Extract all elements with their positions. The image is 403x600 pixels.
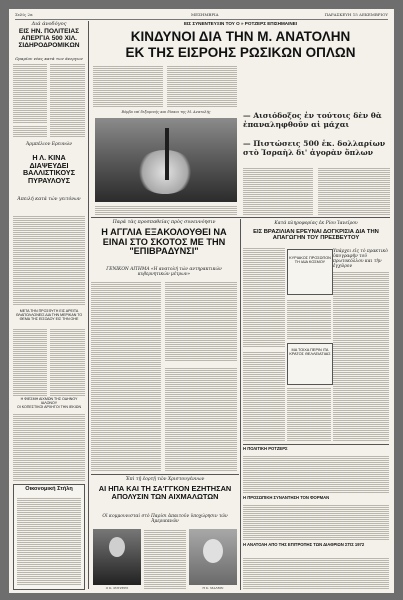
- photo-caption-a: Ο Κ. ΡΟΤΖΕΡΣ: [105, 586, 129, 590]
- banner-kicker: ΕΙΣ ΣΥΝΕΝΤΕΥΞΙΝ ΤΟΥ Ο » ΡΟΤΖΕΡΣ ΕΠΙΣΗΜΑΙΝΕΙ: [183, 21, 298, 26]
- right-mid-quote: Υπάρχει εἰς τὸ πρακτικὸ ὑπογραφὴν τοῦ πρωτοκόλλου και τὴν ἐγχῶρον: [333, 249, 388, 269]
- column-rule-3: [240, 474, 241, 590]
- issue-date: ΠΑΡΑΣΚΕΥΗ 15 ΔΕΚΕΜΒΡΙΟΥ: [324, 12, 388, 17]
- horizontal-rule-3: [91, 474, 239, 475]
- left-text-block-6: [50, 328, 85, 396]
- left-text-block-4: [13, 215, 85, 305]
- column-rule-2: [240, 219, 241, 474]
- photo-1-caption-text: [95, 205, 237, 215]
- launch-tower: [165, 128, 169, 180]
- left-text-block-2: [50, 63, 85, 137]
- middle-sub: ΓΕΝΙΚΟΝ ΑΙΤΗΜΑ «Η ανατολή τών αντηρακτικών κυβερνητικών μέτρων»: [106, 267, 222, 277]
- left-headline-2: Η Λ. ΚΙΝΑ ΔΙΑΨΕΥΔΕΙ ΒΑΛΛΙΣΤΙΚΟΥΣ ΠΥΡΑΥΛΟΥΣ: [22, 153, 76, 185]
- center-left-text-b: [167, 65, 237, 107]
- right-top-line-1: — Αισιόδοξος ἐν τούτοις δὲν θὰ ἐπαναληφθοῦν αἱ μάχαι: [243, 111, 382, 130]
- right-top-text-b: [318, 167, 390, 215]
- left-headline-4: Η ΦΙΕΣΜΗ ΑΙΧΜΩΝ ΤΗΣ ΟΔΗΝΟΥ ΙΑΛΟΝΟΥ: [20, 397, 78, 405]
- right-top-line-2: — Πιστώσεις 500 ἑκ. δολλαρίων στὸ Ἰσραὴλ δι' ἀγορὰν ὅπλων: [243, 139, 386, 158]
- right-mid-headline: ΕΙΣ ΒΡΑΖΙΛΙΑΝ ΕΡΕΥΝΑΙ ΔΟΓΚΡΙΣΙΑ ΔΙΑ ΤΗΝ ΑΠΑΓΩΓΗΝ ΤΟΥ ΠΡΕΣΒΕΥΤΟΥ: [253, 229, 379, 242]
- right-mid-box-2: [287, 343, 333, 385]
- left-headline-3: ΜΕΤΑ ΤΗΝ ΠΡΟΣΦΥΓΗ ΕΙΣ ΑΡΕΙΤΑ ΘΛΑΠΟΛΛΟΝΕΙΣ ΔΙΑ ΤΗΝ ΜΕΡΙΚΑΝ ΤΟ ΘΕΜΑ ΤΗΣ ΕΙΣΟΔΟΥ ΕΙΣ ΤΗΝ ΟΗΕ: [15, 309, 83, 321]
- missile-launch-photo: [95, 118, 237, 202]
- economic-table: [17, 497, 81, 585]
- economic-column-title: Οικονομική Στήλη: [25, 486, 73, 492]
- right-top-text-a: [243, 167, 313, 215]
- bottom-mid-headline: ΑΙ ΗΠΑ ΚΑΙ ΤΗ ΣΑ'ΓΓΚΟΝ ΕΖΗΤΗΣΑΝ ΑΠΟΛΥΣΙΝ ΤΩΝ ΑΙΧΜΑΛΩΤΩΝ: [98, 484, 232, 501]
- right-mid-text-e: [287, 387, 331, 441]
- bottom-mid-kicker: Ἐπὶ τῇ ἑορτῇ τῶν Χριστουγέννων: [125, 477, 205, 482]
- middle-kicker: Παρά τὰς προσπαθείας πρὸς συνεννόησιν: [112, 220, 216, 225]
- right-mid-text-a: [243, 247, 285, 347]
- left-text-block-1: [13, 63, 47, 123]
- right-bottom-head-1: Η ΠΟΛΙΤΙΚΗ ΡΟΤΖΕΡΣ: [243, 446, 288, 451]
- middle-headline: Η ΑΓΓΛΙΑ ΕΞΑΚΟΛΟΥΘΕΙ ΝΑ ΕΙΝΑΙ ΣΤΟ ΣΚΟΤΟΣ ΜΕ ΤΗΝ "ΕΠΙΒΡΑΔΥΝΣΙ": [101, 227, 227, 257]
- newspaper-page: [9, 9, 394, 593]
- portrait-face-a: [109, 537, 125, 557]
- right-mid-box: [287, 249, 333, 295]
- left-sub-1: Ωραρίου νέας κατά των άνεργων: [15, 56, 83, 61]
- photo-1-caption: Βόμβα επί δεξαμενής και δίσκοι της Μ. Ανατολής: [121, 110, 211, 114]
- masthead: [15, 11, 388, 20]
- economic-column: [13, 484, 85, 590]
- portrait-photo-malvin: [189, 529, 237, 585]
- portrait-face-b: [203, 539, 223, 563]
- banner-headline-line-1: ΚΙΝΔΥΝΟΙ ΔΙΑ ΤΗΝ Μ. ΑΝΑΤΟΛΗΝ: [130, 29, 351, 44]
- left-text-block-7: [13, 413, 85, 481]
- photo-caption-b: Η Κ. ΜΑΛΒΙΝ: [202, 586, 224, 590]
- right-mid-text-d: [243, 351, 285, 441]
- right-bottom-text-b: [243, 504, 389, 540]
- center-left-text-a: [93, 65, 163, 107]
- left-text-block-3: [13, 125, 47, 137]
- right-bottom-head-2: Η ΠΡΟΣΩΠΙΚΗ ΣΥΝΑΝΤΗΣΗ ΤΟΝ ΦΟΡΜΑΝ: [243, 495, 330, 500]
- column-rule-1: [88, 21, 89, 589]
- right-bottom-text-a: [243, 455, 389, 493]
- paper-name: ΜΕΣΗΜΒΡΙΑ: [191, 12, 219, 17]
- right-mid-box-head: ΚΥΡΙΑΚΟΣ ΠΡΟΣΩΠΟΝ ΤΗ ΙΔΙΑ ΚΟΣΜΟΥ: [289, 256, 331, 264]
- banner-headline-line-2: ΕΚ ΤΗΣ ΕΙΣΡΟΗΣ ΡΩΣΙΚΩΝ ΟΠΛΩΝ: [125, 45, 356, 60]
- horizontal-rule-1: [91, 217, 390, 218]
- horizontal-rule-2: [243, 444, 389, 445]
- left-headline-1: ΕΙΣ ΗΝ. ΠΟΛΙΤΕΙΑΣ ΑΠΕΡΓΙΑ 500 ΧΙΛ. ΣΙΔΗΡΟΔΡΟΜΙΚΩΝ: [18, 28, 80, 49]
- right-bottom-head-3: Η ΑΝΑΤΟΛΗ ΑΠΟ ΤΗΣ ΕΠΙΤΡΟΠΗΣ ΤΩΝ ΔΙΑΘΡΙΩΝ ΣΤΙΣ 1972: [243, 542, 365, 547]
- right-bottom-text-c: [243, 557, 389, 589]
- left-kicker-2: Άρμπέλιον Ερευνών: [26, 142, 72, 147]
- bottom-mid-sub: Οἱ κομμουνισταὶ στὸ Παρίσι ἀπαιτοῦν ὑποχώρησιν τῶν Ἀμερικανῶν: [102, 514, 228, 524]
- page-number: Σελίς 2α: [15, 12, 33, 17]
- right-mid-kicker: Κατά πληροφορίας ἐκ Ρίου Ἰανεῖρου: [274, 221, 358, 226]
- right-mid-box-2-head: ΜΑ ΤΟΙΧΑ ΠΕΡΙΝ ΙΤΑ ΚΡΑΤΟΣ ΘΕΛΛΕΙΑΤΙΑΙΣ: [289, 348, 331, 356]
- left-kicker-1: Διά άνοδόγος: [31, 21, 67, 27]
- left-sub-2: Άπειλή κατά τών γειτόνων: [17, 197, 81, 202]
- middle-text-a: [91, 281, 161, 471]
- middle-text-c: [165, 367, 237, 471]
- bottom-mid-text-a: [144, 529, 186, 589]
- right-mid-text-b: [333, 271, 389, 441]
- left-text-block-5: [13, 328, 47, 396]
- middle-text-b: [165, 281, 237, 361]
- right-mid-text-c: [287, 299, 331, 339]
- portrait-photo-rogers: [93, 529, 141, 585]
- left-headline-5: ΟΙ ΚΟΠΕΣΤΙΚΟΙ ΑΡΧΗΓΟΙ ΤΗΝ ΙΕΚΙΩΝ: [16, 405, 82, 409]
- left-column: [13, 21, 85, 591]
